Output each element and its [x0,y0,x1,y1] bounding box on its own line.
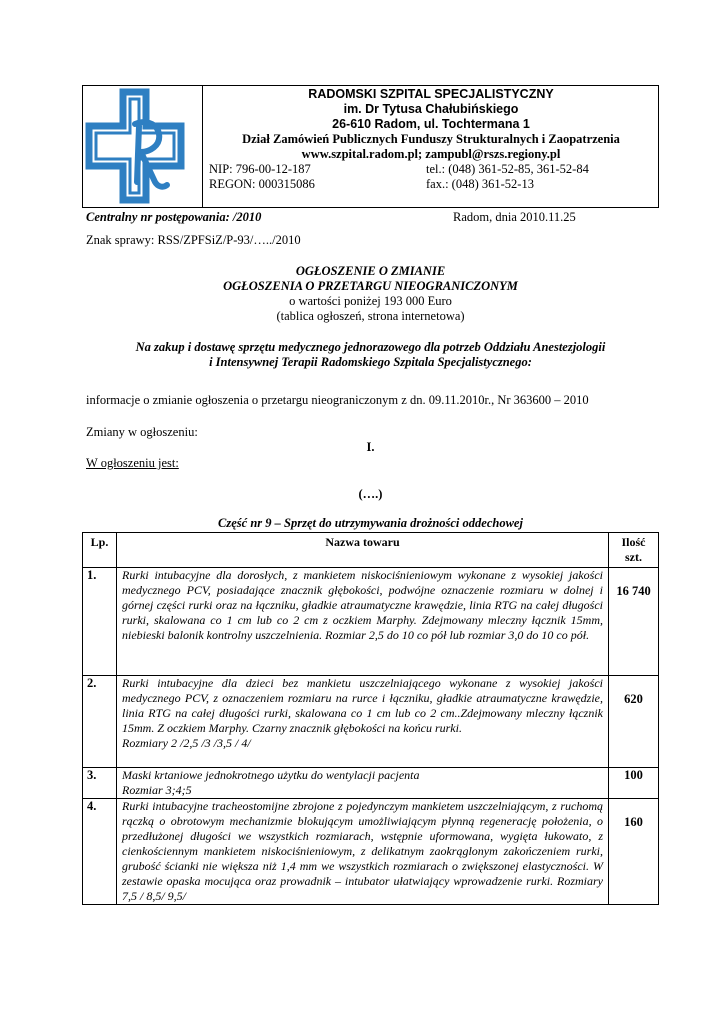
row-name: Maski krtaniowe jednokrotnego użytku do wentylacji pacjenta Rozmiar 3;4;5 [117,768,609,799]
row-lp: 2. [83,676,117,768]
header-qty-label: Ilość szt. [621,535,646,564]
notice-publication: (tablica ogłoszeń, strona internetowa) [276,309,465,323]
place-date: Radom, dnia 2010.11.25 [453,210,576,224]
hospital-patron: im. Dr Tytusa Chałubińskiego [343,102,519,116]
web-email: www.szpital.radom.pl; zampubl@rszs.regiony.pl [301,147,561,161]
contact-row-2 [204,177,658,192]
row-name: Rurki intubacyjne tracheostomijne zbrojone z pojedynczym mankietem uszczelniającym, z ruchomą rączką o obrotowym mechanizmie blokującym umożliwiającym płynną regenerację położenia, o przedłużonej długości we wszystkich rozmiarach, wstępnie uformowana, wygięta łukowato, z cienkościennym mankietem niskociśnieniowym, z delikatnym zaokrąglonym zakończeniem rurki, grubość ścianki nie większa niż 1,4 mm we wszystkich rozmiarach o zwiększonej elastyczności. W zestawie opaska mocująca oraz prowadnik – intubator ułatwiający wprowadzenie rurki. Rozmiary 7,5 / 8,5/ 9,5/ [117,799,609,905]
table-row [83,568,659,676]
row-name: Rurki intubacyjne dla dzieci bez mankietu uszczelniającego wykonane z wysokiej jakości medycznego PCV, z oznaczeniem rozmiaru na rurce i łączniku, gładkie atraumatyczne krawędzie, linia RTG na całej długości rurki, skalowana co 1 cm lub co 2 cm..Zdejmowany mleczny łącznik 15mm. Z oczkiem Marphy. Czarny znacznik głębokości na końcu rurki. Rozmiary 2 /2,5 /3 /3,5 / 4/ [117,676,609,768]
subject-line-1: Na zakup i dostawę sprzętu medycznego jednorazowego dla potrzeb Oddziału Anestezjologii [135,340,606,354]
regon: REGON: 000315086 [209,177,315,191]
row-lp: 1. [83,568,117,676]
row-qty: 160 [609,799,659,905]
table-row [83,768,659,799]
cross-r-logo-icon [83,86,203,207]
header-qty [609,533,659,568]
row-name: Rurki intubacyjne dla dorosłych, z mankietem niskociśnieniowym wykonane z wysokiej jakości medycznego PCV, posiadające znacznik głębokości, podwójne oznaczenie rozmiaru w dolnej i górnej części rurki oraz na łączniku, gładkie atraumatyczne krawędzie, linia RTG na całej długości rurki, skalowana co 1 cm lub co 2 cm z oczkiem Marphy. Zdejmowany mleczny łącznik 15mm, niebieski balonik kontrolny uszczelnienia. Rozmiar 2,5 do 10 co pół lub rozmiar 3,0 do 10 co pół. [117,568,609,676]
hospital-name: RADOMSKI SZPITAL SPECJALISTYCZNY [308,87,554,101]
contact-row-1 [204,162,658,177]
table-row [83,799,659,905]
letterhead-text [204,86,658,192]
section-number: I. [366,440,375,454]
nip: NIP: 796-00-12-187 [209,162,311,176]
table-header-row [83,533,659,568]
header-name: Nazwa towaru [117,533,609,568]
notice-title-2: OGŁOSZENIA O PRZETARGU NIEOGRANICZONYM [223,279,518,293]
notice-value: o wartości poniżej 193 000 Euro [289,294,452,308]
changes-label: Zmiany w ogłoszeniu: [86,425,198,439]
fax: fax.: (048) 361-52-13 [426,177,534,191]
info-line: informacje o zmianie ogłoszenia o przetargu nieograniczonym z dn. 09.11.2010r., Nr 363600 – 2010 [86,393,589,407]
row-lp: 4. [83,799,117,905]
subject-line-2: i Intensywnej Terapii Radomskiego Szpitala Specjalistycznego: [209,355,532,369]
is-label: W ogłoszeniu jest: [86,456,179,470]
header-lp: Lp. [83,533,117,568]
items-table [82,532,659,905]
hospital-logo [83,86,203,207]
notice-title-1: OGŁOSZENIE O ZMIANIE [295,264,446,278]
department-name: Dział Zamówień Publicznych Funduszy Strukturalnych i Zaopatrzenia [242,132,620,146]
row-qty: 620 [609,676,659,768]
telephone: tel.: (048) 361-52-85, 361-52-84 [426,162,589,176]
case-number: Znak sprawy: RSS/ZPFSiZ/P-93/…../2010 [86,233,301,247]
letterhead [82,85,659,208]
hospital-address: 26-610 Radom, ul. Tochtermana 1 [332,117,530,131]
row-qty: 16 740 [609,568,659,676]
row-lp: 3. [83,768,117,799]
row-qty: 100 [609,768,659,799]
central-number: Centralny nr postępowania: /2010 [86,210,262,224]
part-title: Część nr 9 – Sprzęt do utrzymywania drożności oddechowej [218,516,523,530]
ellipsis: (….) [358,487,383,501]
table-row [83,676,659,768]
